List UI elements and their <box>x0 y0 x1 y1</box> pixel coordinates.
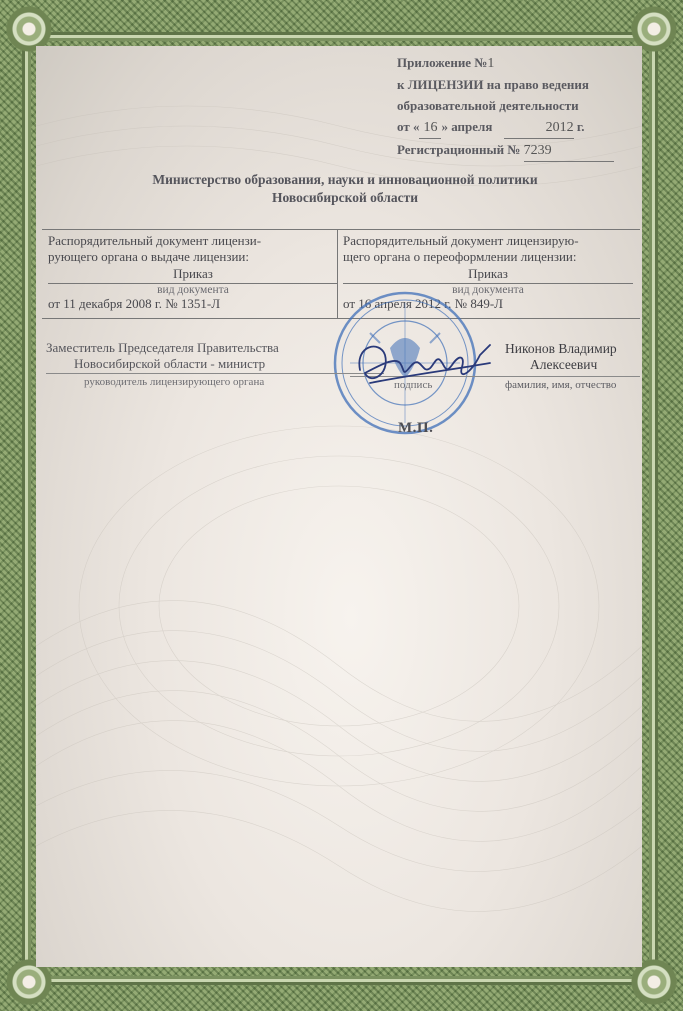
registration-label: Регистрационный № <box>397 142 521 157</box>
signatory-name <box>505 341 640 373</box>
appendix-line2: к ЛИЦЕНЗИИ на право ведения <box>397 77 589 92</box>
date-prefix: от « <box>397 119 420 134</box>
name-line1: Никонов Владимир <box>505 341 617 356</box>
position-line2: Новосибирской области - министр <box>74 356 266 371</box>
name-caption: фамилия, имя, отчество <box>505 379 617 391</box>
reissue-doc-date: от 16 апреля 2012 г. № 849-Л <box>343 296 503 311</box>
registration-value: 7239 <box>524 140 614 162</box>
ministry-title <box>60 171 630 207</box>
reissue-doc-kind: Приказ <box>468 266 508 281</box>
seal-place-mark: М.П. <box>398 420 434 436</box>
date-month: » апреля <box>441 119 493 134</box>
appendix-title: Приложение № <box>397 55 488 70</box>
appendix-header <box>397 52 627 162</box>
reissue-doc-kind-caption: вид документа <box>452 284 524 296</box>
issue-doc-title-1: Распорядительный документ лицензи- <box>48 233 262 248</box>
issue-doc-date: от 11 декабря 2008 г. № 1351-Л <box>48 296 221 311</box>
appendix-date <box>397 116 627 139</box>
reissue-doc-title-1: Распорядительный документ лицензирую- <box>343 233 579 248</box>
issue-document-cell <box>48 233 338 312</box>
issue-doc-kind: Приказ <box>173 266 213 281</box>
appendix-line3: образовательной деятельности <box>397 98 579 113</box>
ministry-line2: Новосибирской области <box>271 190 419 205</box>
reissue-doc-title-2: щего органа о переоформлении лицензии: <box>343 249 577 264</box>
date-year: 2012 <box>504 117 574 139</box>
issue-doc-title-2: рующего органа о выдаче лицензии: <box>48 249 249 264</box>
issue-doc-kind-caption: вид документа <box>157 284 229 296</box>
date-day: 16 <box>419 117 441 139</box>
position-line1: Заместитель Председателя Правительства <box>46 340 279 355</box>
signatory-position <box>46 340 346 390</box>
handwritten-signature <box>340 335 500 390</box>
appendix-number: 1 <box>487 56 495 71</box>
date-suffix: г. <box>576 119 585 134</box>
registration-number <box>397 139 627 162</box>
ministry-line1: Министерство образования, науки и инновационной политики <box>152 172 538 187</box>
signature-caption: подпись <box>394 379 433 391</box>
position-caption: руководитель лицензирующего органа <box>46 373 384 390</box>
name-line2: Алексеевич <box>530 357 598 372</box>
